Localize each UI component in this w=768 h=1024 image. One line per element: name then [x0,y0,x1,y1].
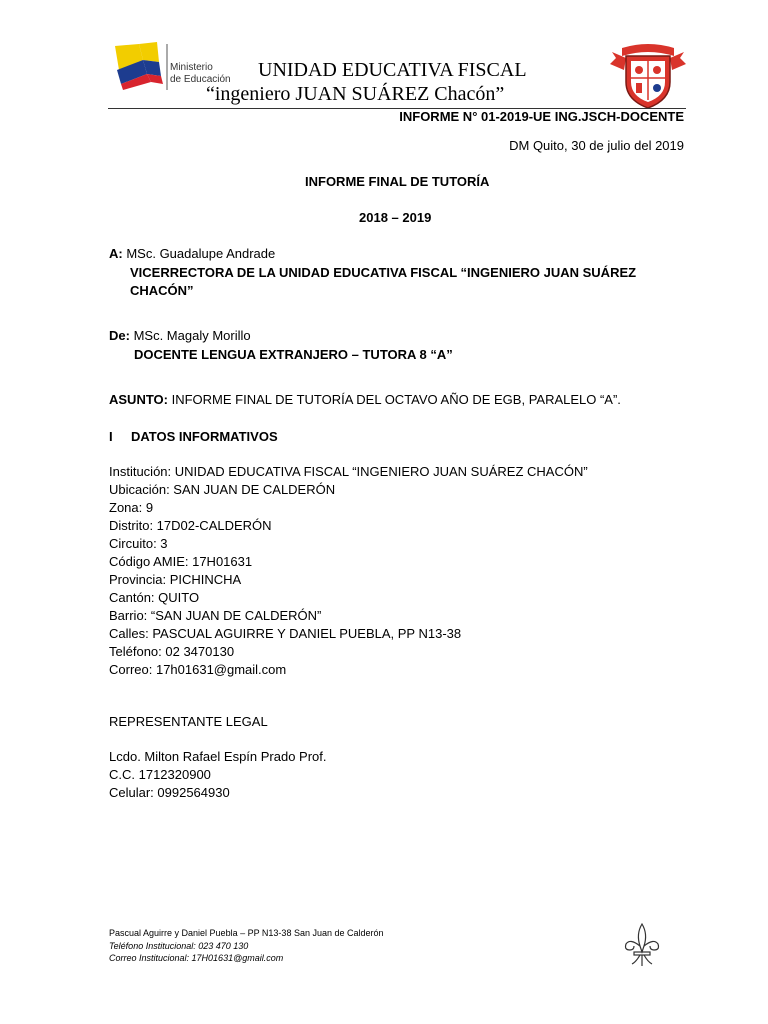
info-telefono: Teléfono: 02 3470130 [109,644,235,659]
footer-email: Correo Institucional: 17H01631@gmail.com [109,953,284,963]
info-correo: Correo: 17h01631@gmail.com [109,662,287,677]
info-calles: Calles: PASCUAL AGUIRRE Y DANIEL PUEBLA, PP N13-38 [109,626,462,641]
addressee-role-line1: VICERRECTORA DE LA UNIDAD EDUCATIVA FISCAL “INGENIERO JUAN SUÁREZ [130,265,637,280]
legal-list [109,748,327,802]
sender-role: DOCENTE LENGUA EXTRANJERO – TUTORA 8 “A” [134,347,453,362]
info-circuito: Circuito: 3 [109,536,168,551]
ministry-logo-line1: Ministerio [170,62,213,73]
report-date: DM Quito, 30 de julio del 2019 [509,138,684,153]
info-provincia: Provincia: PICHINCHA [109,572,242,587]
fleur-de-lis-icon [622,922,662,968]
info-list [109,463,588,679]
section-title: DATOS INFORMATIVOS [131,429,278,444]
addressee-name: MSc. Guadalupe Andrade [126,246,276,261]
section-heading [109,428,278,446]
legal-name: Lcdo. Milton Rafael Espín Prado Prof. [109,749,327,764]
sender-name: MSc. Magaly Morillo [133,328,251,343]
subject-label: ASUNTO: [109,392,168,407]
footer [109,927,384,965]
addressee-line [109,245,275,263]
info-distrito: Distrito: 17D02-CALDERÓN [109,518,272,533]
subject-line [109,391,621,409]
addressee-label: A: [109,246,123,261]
report-period: 2018 – 2019 [359,210,432,225]
addressee-role-line2: CHACÓN” [130,283,194,298]
legal-cc: C.C. 1712320900 [109,767,211,782]
sender-line [109,327,251,345]
school-title: UNIDAD EDUCATIVA FISCAL [258,59,527,81]
sender-label: De: [109,328,130,343]
info-codigo-amie: Código AMIE: 17H01631 [109,554,253,569]
info-ubicacion: Ubicación: SAN JUAN DE CALDERÓN [109,482,336,497]
legal-phone: Celular: 0992564930 [109,785,230,800]
ministry-logo-line2: de Educación [170,74,231,85]
section-number: I [109,429,113,444]
subject-text: INFORME FINAL DE TUTORÍA DEL OCTAVO AÑO DE EGB, PARALELO “A”. [171,392,621,407]
school-subtitle: “ingeniero JUAN SUÁREZ Chacón” [206,83,505,105]
school-crest-icon [608,40,688,110]
report-number: INFORME N° 01-2019-UE ING.JSCH-DOCENTE [399,109,684,124]
info-institucion: Institución: UNIDAD EDUCATIVA FISCAL “INGENIERO JUAN SUÁREZ CHACÓN” [109,464,588,479]
footer-address: Pascual Aguirre y Daniel Puebla – PP N13-38 San Juan de Calderón [109,928,384,938]
info-zona: Zona: 9 [109,500,154,515]
legal-heading: REPRESENTANTE LEGAL [109,714,268,729]
report-title: INFORME FINAL DE TUTORÍA [305,174,490,189]
info-canton: Cantón: QUITO [109,590,200,605]
footer-phone: Teléfono Institucional: 023 470 130 [109,940,249,951]
info-barrio: Barrio: “SAN JUAN DE CALDERÓN” [109,608,322,623]
